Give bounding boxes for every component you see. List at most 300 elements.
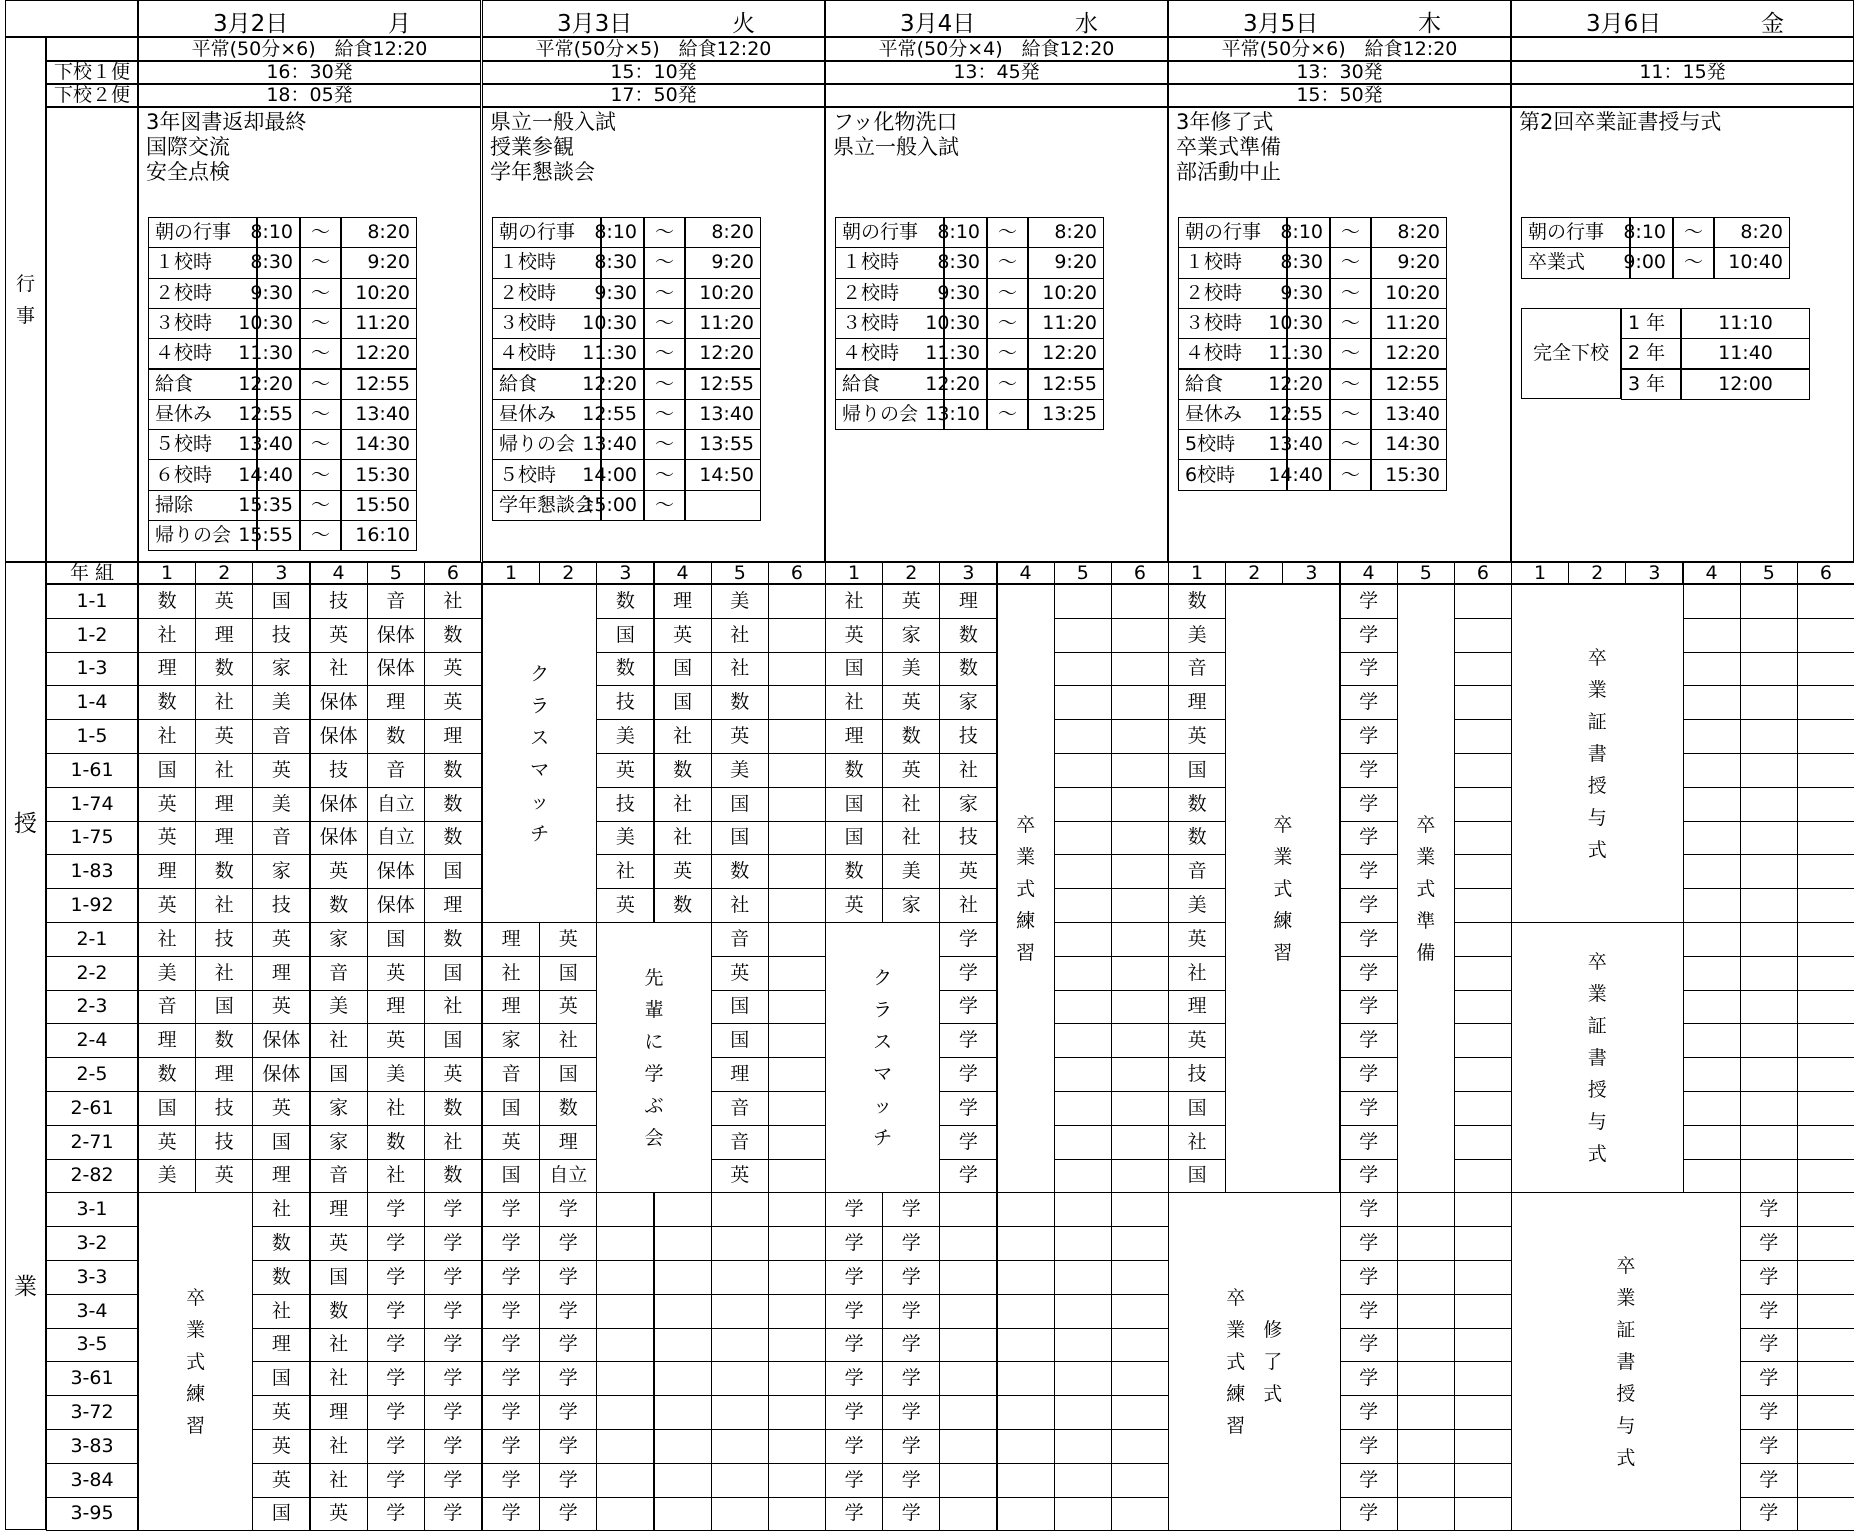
vertical-char: ッ [873, 1094, 893, 1117]
bell-start: 8:30 [1287, 247, 1330, 278]
event-item: 安全点検 [146, 160, 230, 184]
lesson-cell: 保体 [252, 1023, 310, 1058]
bell-label: 昼休み [492, 399, 601, 430]
lesson-cell [596, 1395, 654, 1430]
lesson-cell: 学 [939, 990, 997, 1025]
bell-tilde: 〜 [644, 399, 685, 430]
vertical-char: ぶ [644, 1094, 664, 1117]
day-header [1511, 0, 1854, 37]
bell-end: 16:10 [341, 520, 417, 551]
lesson-cell: 社 [367, 1159, 425, 1194]
lesson-cell [1111, 652, 1169, 687]
bus2-time: 17：50発 [482, 84, 825, 107]
bell-label: 朝の行事 [1521, 217, 1630, 248]
lesson-cell: 数 [654, 753, 712, 788]
vertical-char: 式 [1416, 877, 1436, 900]
lesson-cell: 国 [596, 618, 654, 653]
lesson-cell [1454, 618, 1512, 653]
lesson-cell [1054, 990, 1112, 1025]
bell-end: 8:20 [1714, 217, 1790, 248]
event-item: 第2回卒業証書授与式 [1519, 110, 1722, 134]
lesson-cell: 学 [367, 1192, 425, 1227]
event-item: 授業参観 [490, 135, 574, 159]
bell-end: 15:30 [341, 459, 417, 490]
period-number: 6 [1797, 562, 1854, 584]
lesson-cell [1397, 1226, 1455, 1261]
lesson-cell: 技 [596, 685, 654, 720]
class-label: 2-71 [46, 1125, 138, 1160]
lesson-cell: 学 [539, 1192, 597, 1227]
lesson-cell [1454, 1057, 1512, 1092]
lesson-cell: 音 [138, 990, 196, 1025]
bell-end: 12:20 [685, 338, 761, 369]
lesson-cell [1454, 1159, 1512, 1194]
lesson-cell [768, 1091, 826, 1126]
lesson-cell: 学 [1340, 1497, 1398, 1531]
lesson-cell: 学 [482, 1463, 540, 1498]
lesson-cell [768, 821, 826, 856]
vertical-char: 書 [1587, 1046, 1607, 1069]
lesson-cell: 英 [539, 922, 597, 957]
lesson-cell [711, 1192, 769, 1227]
bell-label: 卒業式 [1521, 247, 1630, 278]
lesson-cell [939, 1260, 997, 1295]
bus1-time: 16：30発 [138, 61, 481, 84]
lesson-cell: 英 [882, 685, 940, 720]
lesson-cell: 英 [882, 584, 940, 619]
lesson-cell [654, 1395, 712, 1430]
lesson-cell: 理 [539, 1125, 597, 1160]
lesson-cell: 学 [939, 922, 997, 957]
lesson-cell [939, 1463, 997, 1498]
lesson-cell: 学 [882, 1328, 940, 1363]
bell-end: 13:25 [1028, 399, 1104, 430]
vertical-char: 業 [1273, 845, 1293, 868]
lesson-cell: 学 [882, 1361, 940, 1396]
lesson-cell: 技 [939, 821, 997, 856]
lesson-cell: 学 [1340, 1125, 1398, 1160]
bell-label: 給食 [148, 369, 257, 400]
lesson-cell [1740, 1125, 1798, 1160]
bell-label: １校時 [835, 247, 944, 278]
lesson-cell [1683, 821, 1741, 856]
day-events-list [833, 110, 959, 160]
class-label: 1-1 [46, 584, 138, 619]
lesson-cell [1054, 584, 1112, 619]
lesson-cell [1454, 956, 1512, 991]
lesson-cell: 学 [825, 1395, 883, 1430]
lesson-cell [997, 1260, 1055, 1295]
vertical-char: 了 [1263, 1350, 1283, 1373]
lesson-cell: 技 [596, 787, 654, 822]
class-label: 3-84 [46, 1463, 138, 1498]
lesson-cell: 英 [654, 854, 712, 889]
bell-start: 15:00 [601, 490, 644, 521]
lesson-cell [768, 1294, 826, 1329]
lesson-cell: 理 [367, 685, 425, 720]
lesson-cell: 社 [195, 888, 253, 923]
bell-start: 8:10 [601, 217, 644, 248]
lesson-cell [1111, 787, 1169, 822]
lesson-cell [1054, 787, 1112, 822]
lesson-cell: 学 [1340, 753, 1398, 788]
lesson-cell: 数 [424, 922, 482, 957]
day-mode: 平常(50分×6) 給食12:20 [1168, 37, 1511, 61]
lesson-cell [1683, 1159, 1741, 1194]
lesson-cell: 美 [310, 990, 368, 1025]
period-number: 5 [1397, 562, 1455, 584]
lesson-cell [1740, 1159, 1798, 1194]
bell-tilde: 〜 [987, 399, 1028, 430]
lesson-cell: 学 [539, 1294, 597, 1329]
lesson-cell [1740, 1091, 1798, 1126]
lesson-cell: 社 [195, 685, 253, 720]
bell-start: 13:40 [257, 429, 300, 460]
lesson-cell: 学 [367, 1294, 425, 1329]
vertical-char: 証 [1616, 1318, 1636, 1341]
lesson-cell [1797, 652, 1854, 687]
lesson-cell: 理 [252, 1159, 310, 1194]
bell-tilde: 〜 [300, 459, 341, 490]
lesson-cell: 数 [1168, 787, 1226, 822]
bell-end: 12:20 [1371, 338, 1447, 369]
vertical-char: 証 [1587, 1014, 1607, 1037]
lesson-cell: 学 [1340, 1294, 1398, 1329]
lesson-cell: 学 [482, 1260, 540, 1295]
lesson-cell: 社 [424, 584, 482, 619]
lesson-cell [768, 922, 826, 957]
lesson-cell: 国 [539, 956, 597, 991]
lesson-cell: 学 [825, 1226, 883, 1261]
bell-start: 14:40 [1287, 459, 1330, 490]
lesson-cell: 数 [596, 652, 654, 687]
lesson-cell: 英 [654, 618, 712, 653]
lesson-cell: 学 [939, 1125, 997, 1160]
lesson-cell [1054, 1328, 1112, 1363]
day-events-list [1176, 110, 1281, 185]
lesson-cell: 保体 [310, 685, 368, 720]
lesson-cell [1397, 1192, 1455, 1227]
lesson-cell: 国 [424, 854, 482, 889]
lesson-cell [1797, 618, 1854, 653]
lesson-cell [768, 753, 826, 788]
period-number: 3 [252, 562, 310, 584]
lesson-cell: 美 [138, 956, 196, 991]
bell-start: 12:55 [601, 399, 644, 430]
lesson-cell [1454, 1091, 1512, 1126]
lesson-cell: 学 [482, 1395, 540, 1430]
lesson-cell [1111, 888, 1169, 923]
lesson-cell [1797, 854, 1854, 889]
bell-label: ２校時 [835, 278, 944, 309]
lesson-cell [1797, 1429, 1854, 1464]
bell-tilde: 〜 [1330, 338, 1371, 369]
lesson-cell: 学 [1340, 854, 1398, 889]
lesson-cell: 学 [825, 1361, 883, 1396]
lesson-cell: 理 [825, 719, 883, 754]
vertical-char: ス [873, 1030, 893, 1053]
lesson-cell [1111, 1226, 1169, 1261]
vertical-char: ス [530, 726, 550, 749]
corner-cell [5, 0, 138, 37]
bell-end: 12:55 [685, 369, 761, 400]
day-header [138, 0, 481, 37]
vertical-char: 式 [186, 1350, 206, 1373]
lesson-cell: 国 [424, 956, 482, 991]
lesson-cell: 技 [195, 1091, 253, 1126]
lesson-cell: 数 [825, 753, 883, 788]
lesson-cell: 社 [310, 1429, 368, 1464]
period-number: 6 [424, 562, 482, 584]
class-label: 1-5 [46, 719, 138, 754]
bell-start: 11:30 [601, 338, 644, 369]
lesson-cell [1454, 1429, 1512, 1464]
lesson-cell [768, 584, 826, 619]
lesson-cell [1740, 652, 1798, 687]
lesson-cell: 理 [195, 618, 253, 653]
bus2-time: 18：05発 [138, 84, 481, 107]
class-label: 1-75 [46, 821, 138, 856]
lesson-cell: 国 [539, 1057, 597, 1092]
lesson-cell: 数 [195, 854, 253, 889]
bell-label: ３校時 [835, 308, 944, 339]
lesson-cell: 理 [711, 1057, 769, 1092]
vertical-char: 卒 [1616, 1254, 1636, 1277]
period-number: 3 [939, 562, 997, 584]
event-item: 国際交流 [146, 135, 230, 159]
lesson-cell: 学 [367, 1429, 425, 1464]
lesson-cell: 学 [482, 1328, 540, 1363]
lesson-cell [654, 1497, 712, 1531]
bell-start: 11:30 [1287, 338, 1330, 369]
lesson-cell: 学 [939, 1091, 997, 1126]
lesson-cell [654, 1328, 712, 1363]
lesson-cell [1797, 1294, 1854, 1329]
period-number: 5 [1054, 562, 1112, 584]
lesson-cell: 社 [711, 652, 769, 687]
bell-start: 14:00 [601, 459, 644, 490]
lesson-cell [1683, 1023, 1741, 1058]
lesson-cell [1797, 990, 1854, 1025]
lesson-cell: 社 [596, 854, 654, 889]
lesson-cell: 学 [424, 1192, 482, 1227]
class-label: 3-5 [46, 1328, 138, 1363]
lesson-cell [768, 1497, 826, 1531]
lesson-cell [1111, 1125, 1169, 1160]
lesson-cell: 家 [939, 787, 997, 822]
lesson-cell [1054, 922, 1112, 957]
lesson-cell [1397, 1294, 1455, 1329]
lesson-cell: 学 [539, 1260, 597, 1295]
lesson-cell [1454, 1497, 1512, 1531]
lesson-cell [1797, 821, 1854, 856]
lesson-cell: 社 [482, 956, 540, 991]
lesson-cell: 社 [424, 990, 482, 1025]
lesson-cell: 英 [711, 719, 769, 754]
lesson-cell: 美 [252, 787, 310, 822]
bus1-time: 13：30発 [1168, 61, 1511, 84]
bell-label: ５校時 [148, 429, 257, 460]
lesson-cell: 学 [1340, 1395, 1398, 1430]
bell-tilde: 〜 [987, 369, 1028, 400]
bell-tilde: 〜 [300, 308, 341, 339]
lesson-cell: 音 [711, 922, 769, 957]
lesson-cell: 美 [252, 685, 310, 720]
bell-label: 給食 [492, 369, 601, 400]
lesson-cell: 英 [825, 888, 883, 923]
lesson-cell: 理 [482, 922, 540, 957]
lesson-cell: 国 [711, 821, 769, 856]
lesson-cell: 国 [252, 584, 310, 619]
lesson-cell: 社 [252, 1294, 310, 1329]
lesson-cell [1054, 1395, 1112, 1430]
lesson-cell [596, 1497, 654, 1531]
lesson-cell: 学 [882, 1463, 940, 1498]
bell-tilde: 〜 [644, 278, 685, 309]
dismissal-grade: 3 年 [1621, 369, 1681, 400]
bell-tilde: 〜 [300, 278, 341, 309]
bell-end: 12:55 [1028, 369, 1104, 400]
period-number: 2 [1225, 562, 1283, 584]
lesson-cell [1797, 1192, 1854, 1227]
lesson-cell [1054, 1260, 1112, 1295]
bell-end: 9:20 [1028, 247, 1104, 278]
lesson-cell: 美 [1168, 888, 1226, 923]
bell-tilde: 〜 [987, 338, 1028, 369]
lesson-cell: 英 [138, 888, 196, 923]
lesson-cell: 社 [825, 685, 883, 720]
vertical-char: ク [873, 966, 893, 989]
day-of-week: 火 [732, 11, 755, 37]
merged-block-senpai [596, 922, 711, 1193]
bell-label: 朝の行事 [835, 217, 944, 248]
bell-start: 8:10 [1630, 217, 1673, 248]
bell-label: ５校時 [492, 459, 601, 490]
lesson-cell [768, 787, 826, 822]
lesson-cell [1054, 1294, 1112, 1329]
lesson-cell [1397, 1328, 1455, 1363]
lesson-cell: 国 [825, 787, 883, 822]
bell-end: 10:40 [1714, 247, 1790, 278]
period-number: 6 [768, 562, 826, 584]
lesson-cell: 保体 [367, 652, 425, 687]
bell-label: ４校時 [1178, 338, 1287, 369]
vertical-char: ラ [873, 998, 893, 1021]
lesson-cell: 学 [1740, 1192, 1798, 1227]
lesson-cell [1683, 652, 1741, 687]
lesson-cell: 技 [252, 618, 310, 653]
lesson-cell: 学 [882, 1395, 940, 1430]
bell-label: ２校時 [1178, 278, 1287, 309]
lesson-cell: 数 [424, 821, 482, 856]
lesson-cell [1797, 1361, 1854, 1396]
bus1-time: 13：45発 [825, 61, 1168, 84]
bell-end: 11:20 [685, 308, 761, 339]
vertical-char: 授 [1587, 774, 1607, 797]
lesson-cell [768, 1226, 826, 1261]
lesson-cell [1454, 719, 1512, 754]
lesson-cell: 学 [825, 1328, 883, 1363]
lesson-cell [1454, 1226, 1512, 1261]
lesson-cell: 美 [1168, 618, 1226, 653]
bell-end: 14:30 [341, 429, 417, 460]
lesson-cell: 保体 [367, 618, 425, 653]
bus1-label: 下校１便 [46, 61, 138, 84]
class-label: 2-1 [46, 922, 138, 957]
bell-start: 11:30 [257, 338, 300, 369]
lesson-cell: 音 [711, 1091, 769, 1126]
lesson-cell: 音 [310, 956, 368, 991]
vertical-char: 業 [1587, 678, 1607, 701]
class-label: 2-3 [46, 990, 138, 1025]
lesson-cell: 技 [1168, 1057, 1226, 1092]
lesson-cell [1683, 753, 1741, 788]
lesson-cell: 英 [252, 990, 310, 1025]
bell-label: 帰りの会 [492, 429, 601, 460]
vertical-char: 習 [1226, 1414, 1246, 1437]
lesson-cell: 国 [252, 1497, 310, 1531]
lesson-cell [768, 1023, 826, 1058]
lesson-cell [1454, 990, 1512, 1025]
vertical-char: 業 [1416, 845, 1436, 868]
lesson-cell [1454, 584, 1512, 619]
lesson-cell: 理 [252, 956, 310, 991]
bell-label: １校時 [492, 247, 601, 278]
bell-end: 12:20 [1028, 338, 1104, 369]
lesson-cell: 学 [1340, 956, 1398, 991]
bell-tilde: 〜 [987, 278, 1028, 309]
bell-start: 8:10 [944, 217, 987, 248]
lesson-cell [654, 1226, 712, 1261]
period-number: 5 [711, 562, 769, 584]
lesson-cell [1454, 787, 1512, 822]
bell-end: 14:50 [685, 459, 761, 490]
bell-tilde: 〜 [1330, 247, 1371, 278]
lesson-cell [768, 1328, 826, 1363]
lesson-cell: 社 [367, 1091, 425, 1126]
lesson-cell: 数 [939, 618, 997, 653]
bell-tilde: 〜 [1673, 247, 1714, 278]
bell-end: 15:30 [1371, 459, 1447, 490]
bell-tilde: 〜 [1330, 369, 1371, 400]
bus1-time: 15：10発 [482, 61, 825, 84]
lesson-cell [1797, 685, 1854, 720]
lesson-cell: 学 [367, 1395, 425, 1430]
bell-start: 13:10 [944, 399, 987, 430]
lesson-cell [1111, 956, 1169, 991]
day-of-week: 金 [1761, 11, 1784, 37]
lesson-cell: 学 [882, 1226, 940, 1261]
period-number: 4 [1340, 562, 1398, 584]
vertical-char: マ [530, 758, 550, 781]
bell-label: 帰りの会 [835, 399, 944, 430]
bus2-time [1511, 84, 1854, 107]
lesson-cell [1397, 1260, 1455, 1295]
vertical-char: に [644, 1030, 664, 1053]
dismissal-time: 11:40 [1681, 338, 1810, 369]
lesson-cell: 社 [711, 618, 769, 653]
lessons-section-label [5, 562, 46, 1530]
lessons-label-bottom: 業 [14, 1274, 37, 1300]
lesson-cell: 学 [939, 956, 997, 991]
lesson-cell [939, 1429, 997, 1464]
lesson-cell: 保体 [367, 854, 425, 889]
lesson-cell: 音 [367, 753, 425, 788]
bell-start: 15:55 [257, 520, 300, 551]
lesson-cell [768, 719, 826, 754]
bell-start: 13:40 [1287, 429, 1330, 460]
lesson-cell: 音 [252, 719, 310, 754]
